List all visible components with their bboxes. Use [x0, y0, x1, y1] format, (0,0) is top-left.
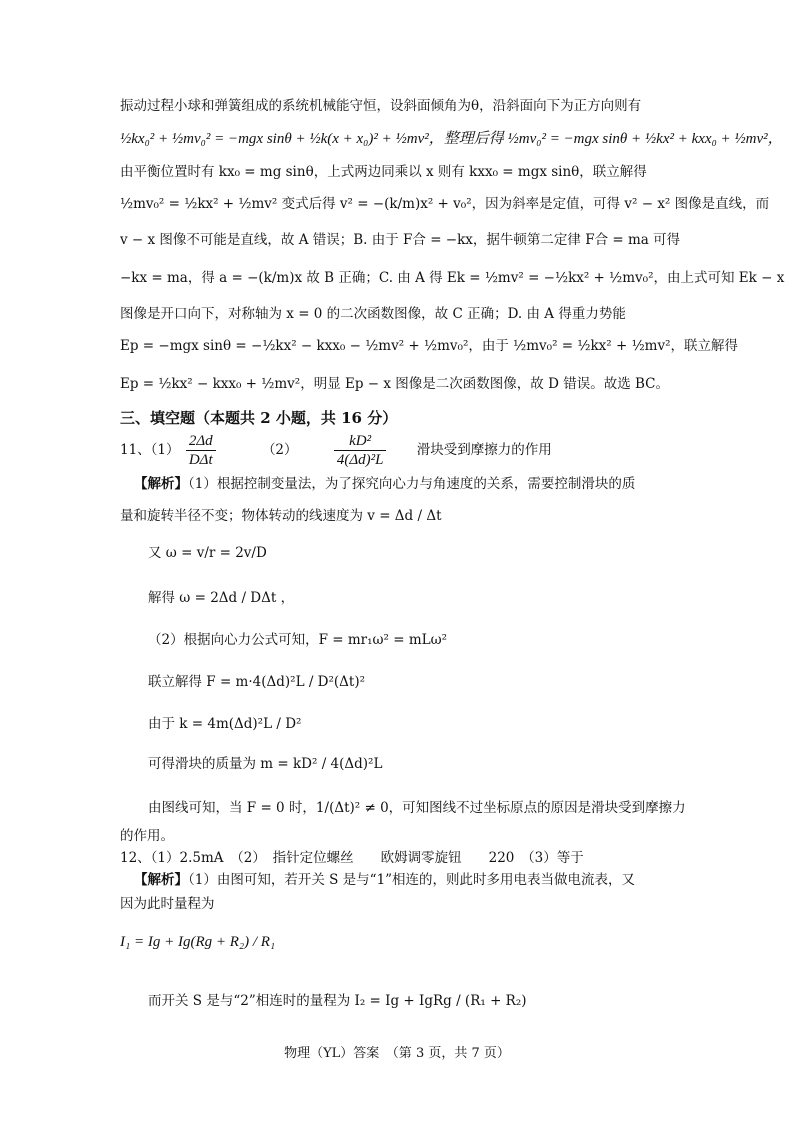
- text-line: Ep = −mgx sinθ = −½kx² − kxx₀ − ½mv² + ½mv₀²，由于 ½mv₀² = ½kx² + ½mv²，联立解得: [120, 338, 739, 354]
- text-line: 由图线可知，当 F = 0 时，1/(Δt)² ≠ 0，可知图线不过坐标原点的原因是滑块受到摩擦力: [148, 800, 686, 816]
- text-line: 由于 k = 4m(Δd)²L / D²: [148, 716, 302, 732]
- section-heading: 三、填空题（本题共 2 小题，共 16 分）: [120, 409, 398, 427]
- page-footer: 物理（YL）答案 （第 3 页，共 7 页）: [284, 1046, 510, 1061]
- text-line: 解得 ω = 2Δd / DΔt ，: [148, 590, 295, 606]
- text-line: 而开关 S 是与“2”相连时的量程为 I₂ = Ig + IgRg / (R₁ + R₂): [148, 993, 527, 1009]
- q12-answer-row: 12、（1）2.5mA （2） 指针定位螺丝 欧姆调零旋钮 220 （3）等于: [120, 850, 584, 866]
- text-line: −kx = ma，得 a = −(k/m)x 故 B 正确；C. 由 A 得 Ek = ½mv² = −½kx² + ½mv₀²，由上式可知 Ek − x: [120, 270, 785, 286]
- text-line: Ep = ½kx² − kxx₀ + ½mv²，明显 Ep − x 图像是二次函数图像，故 D 错误。故选 BC。: [120, 376, 669, 392]
- equation-line: I₁ = Ig + Ig(Rg + R₂) / R₁: [120, 934, 276, 950]
- q11-answer-row: [120, 432, 690, 469]
- text-line: （2）根据向心力公式可知，F = mr₁ω² = mLω²: [148, 632, 448, 648]
- q12-explanation-1: 【解析】（1）由图可知，若开关 S 是与“1”相连的，则此时多用电表当做电流表，又: [134, 872, 636, 888]
- analysis-tag: 【解析】: [134, 872, 188, 888]
- analysis-tag: 【解析】: [134, 476, 188, 492]
- text-line: 联立解得 F = m·4(Δd)²L / D²(Δt)²: [148, 674, 366, 690]
- equation-line: ½kx₀² + ½mv₀² = −mgx sinθ + ½k(x + x₀)² + ½mv²，整理后得 ½mv₀² = −mgx sinθ + ½kx² + kxx₀ + ½mv²，: [120, 131, 783, 147]
- text-line: 由平衡位置时有 kx₀ = mg sinθ，上式两边同乘以 x 则有 kxx₀ = mgx sinθ，联立解得: [120, 164, 647, 180]
- text-line: 振动过程小球和弹簧组成的系统机械能守恒，设斜面倾角为θ，沿斜面向下为正方向则有: [120, 98, 642, 114]
- q11-number: 11、（1）: [120, 442, 180, 458]
- q11-answer-3: 滑块受到摩擦力的作用: [416, 442, 552, 458]
- q11-answer-1: $\frac{2\Delta d}{\text{DΔt}}$: [186, 432, 216, 469]
- text-line: v − x 图像不可能是直线，故 A 错误；B. 由于 F合 = −kx，据牛顿第二定律 F合 = ma 可得: [120, 232, 681, 248]
- text-line: 又 ω = v/r = 2v/D: [148, 545, 267, 561]
- text-line: 的作用。: [120, 828, 174, 844]
- q11-explanation-1: 【解析】（1）根据控制变量法，为了探究向心力与角速度的关系，需要控制滑块的质: [134, 476, 636, 492]
- text-line: 因为此时量程为: [120, 896, 215, 912]
- q11-part-2: （2）: [261, 442, 298, 458]
- text-line: 图像是开口向下，对称轴为 x = 0 的二次函数图像，故 C 正确；D. 由 A 得重力势能: [120, 306, 626, 322]
- text-line: ½mv₀² = ½kx² + ½mv² 变式后得 v² = −(k/m)x² + v₀²，因为斜率是定值，可得 v² − x² 图像是直线，而: [120, 196, 770, 212]
- q11-answer-2: $\frac{\text{kD²}}{\text{4(Δd)²L}}$: [334, 432, 387, 469]
- text-line: 可得滑块的质量为 m = kD² / 4(Δd)²L: [148, 756, 383, 772]
- text-line: 量和旋转半径不变；物体转动的线速度为 v = Δd / Δt: [120, 508, 442, 524]
